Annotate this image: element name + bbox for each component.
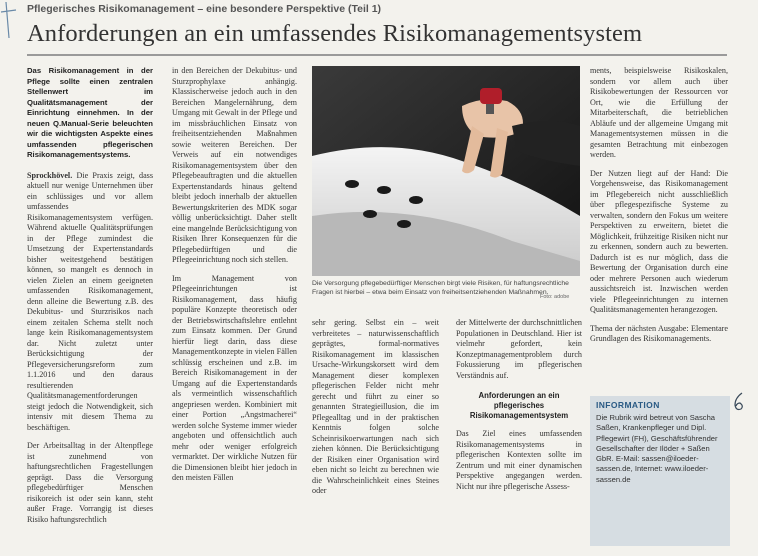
nurse-hands-illustration — [312, 66, 580, 276]
paragraph: in den Bereichen der Dekubitus- und Sturzprophylaxe anhängig. Klassischerweise jedoch auch in den Bereichen Mangelernährung, dem Umgang mit Gewalt in der Pflege und im missbräuchlichen Einsatz von freiheitsentziehenden Maßnahmen sowie weiteren Bereichen. Der Verweis auf ein notwendiges Risikomanagementsystem über den Pflegebeauftragten und die aktuellen Expertenstandards hinaus geltend bleibt jedoch innerhalb der aktuellen Bewertungskriterien des MDK sogar völlig unberücksichtigt. Daher stellt eine mangelnde Berücksichtigung von Risiken Ihrer Konsequenzen für die Pflegebedürftigen und die Pflegeeinrichtung noch sich stellen. — [172, 66, 297, 264]
column-1 — [27, 66, 153, 554]
paragraph — [27, 171, 153, 434]
article-headline: Anforderungen an ein umfassendes Risikomanagementsystem — [27, 20, 643, 47]
column-2 — [172, 66, 297, 554]
column-5 — [590, 66, 728, 384]
paragraph: der Mittelwerte der durchschnittlichen Populationen in Deutschland. Hier ist vielmehr gefordert, kein Konzeptmanagementproblem durch Fokussierung im pflegerischen Verständnis auf. — [456, 318, 582, 380]
column-4 — [456, 318, 582, 546]
article-photo — [312, 66, 580, 276]
headline-rule — [27, 54, 727, 56]
paragraph: Im Management von Pflegeeinrichtungen ist Risikomanagement, dass häufig populäre Konzepte theoretisch oder der Betriebswirtschaftslehre entlehnt zum Einsatz kommen. Der Grund hierfür liegt darin, dass diese Managementkonzepte in vielen Fällen schlüssig erscheinen und z.B. im Bereich Risikomanagement in der Umgang auf die Expertenstandards als vermeintlich wissenschaftlich angepriesen werden. Kombiniert mit einer Portion „Angstmacherei“ werden solche Systeme immer wieder angeboten und offensichtlich auch mehr oder weniger erfolgreich vermarktet. Der wirkliche Nutzen für die Dimensionen bleibt hier jedoch in den meisten Fällen — [172, 273, 297, 482]
paragraph: sehr gering. Selbst ein – weit verbreitetes – naturwissenschaftlich geprägtes, formal-normatives Risikomanagement im klassischen Ursache-Wirkungskorsett wird dem Management dieser komplexen pflegerischen Felder nicht mehr gerecht und führt zu einer so genannten Strategieillusion, die im Pflegealltag und in der praktischen Kenntnis folgen solche Scheinrisikoerwartungen nach sich ziehen können. Die Berücksichtigung der Risiken einer Organisation wird eben nicht so leicht zu berechnen wie die Wahrscheinlichkeit eines Steines oder — [312, 318, 439, 495]
page-number-mark-icon — [732, 392, 746, 412]
pen-mark-icon — [0, 0, 22, 40]
paragraph: Der Arbeitsalltag in der Altenpflege ist zunehmend von haftungsrechtlichen Fragestellungen geprägt. Dass die Versorgung pflegebedürftiger Menschen risikoreich ist oder sein kann, steht außer Frage. Vorrangig ist dieses Risiko haftungsrechtlich — [27, 441, 153, 524]
section-subhead: Anforderungen an ein pflegerisches Risikomanagementsystem — [469, 391, 569, 420]
photo-credit: Foto: adobe — [540, 294, 570, 300]
paragraph: Thema der nächsten Ausgabe: Elementare Grundlagen des Risikomanagements. — [590, 323, 728, 343]
info-box — [590, 396, 730, 546]
article-lead: Das Risikomanagement in der Pflege sollte einen zentralen Stellenwert im Qualitätsmanagement der Einrichtung einnehmen. In der neuen Q.Manual-Serie beleuchten wir die wichtigsten Aspekte eines umfassenden pflegerischen Risikomanagementsystems. — [27, 66, 153, 159]
info-title: INFORMATION — [596, 400, 660, 410]
dateline: Sprockhövel. — [27, 170, 73, 180]
paragraph-text: Die Praxis zeigt, dass aktuell nur wenige Unternehmen über ein schlüssiges und vor allem umfassendes Risikomanagementsystem verfügen. Während aktuelle Qualitätsprüfungen in der Pflege zumindest die Umsetzung der Expertenstandards bisher weitestgehend bestätigen können, so mangelt es dennoch in vielen Zielen an einem geeigneten umfassenden Risikomanagement, denn alleine die Bewertung z.B. des Dekubitus- und Sturzrisikos nach einem zeitalen Schema stellt noch lange kein Risikomanagementsystem dar. Nicht zuletzt unter Berücksichtigung der Pflegeversicherungsreform zum 1.1.2016 und den daraus resultierenden Qualitätsmanagementforderungen steigt jedoch die Notwendigkeit, sich intensiv mit diesem Thema zu beschäftigen. — [27, 170, 153, 432]
paragraph: Das Ziel eines umfassenden Risikomanagementsystems in pflegerischen Kontexten sollte im Zentrum und mit einer dynamischen Perspektive angegangen werden. Nicht nur ihre pflegerische Assess- — [456, 429, 582, 491]
info-text: Die Rubrik wird betreut von Sascha Saßen, Krankenpfleger und Dipl. Pflegewirt (FH), Geschäftsführender Gesellschafter der Ilöder + Saßen GbR. E-Mail: sassen@iloeder-sassen.de, Internet: www.iloeder-sassen.de — [596, 413, 718, 484]
paragraph: ments, beispielsweise Risikoskalen, sondern vor allem auch über Risikobewertungen der Ressourcen vor Ort, wie die Erfüllung der Mitarbeiterschaft, die betrieblichen Abläufe und der allgemeine Umgang mit Managementsystemen müssen in die gesamten Betrachtung mit einbezogen werden. — [590, 66, 728, 159]
column-3 — [312, 318, 439, 546]
article-kicker: Pflegerisches Risikomanagement – eine besondere Perspektive (Teil 1) — [27, 3, 382, 15]
paragraph: Der Nutzen liegt auf der Hand: Die Vorgehensweise, das Risikomanagement im Pflegebereich nicht ausschließlich über pflegespezifische Systeme zu verwalten, sondern den Fokus um weitere Perspektiven zu erweitern, bietet die Möglichkeit, frühzeitige Risiken nicht nur zu erkennen, sondern auch zu bewerten. Dadurch ist es nur möglich, dass die Bewertung der Organisation durch eine oder mehrere Personen auch wiederum aussichtsreich ist. Inzwischen werden viele Pflegeeinrichtungen zu internen Qualitätsmanagementen herangezogen. — [590, 168, 728, 314]
photo-caption: Die Versorgung pflegebedürftiger Menschen birgt viele Risiken, für haftungsrechtliche Fragen ist hierbei – etwa beim Einsatz von freiheitsentziehenden Maßnahmen. — [312, 280, 569, 296]
